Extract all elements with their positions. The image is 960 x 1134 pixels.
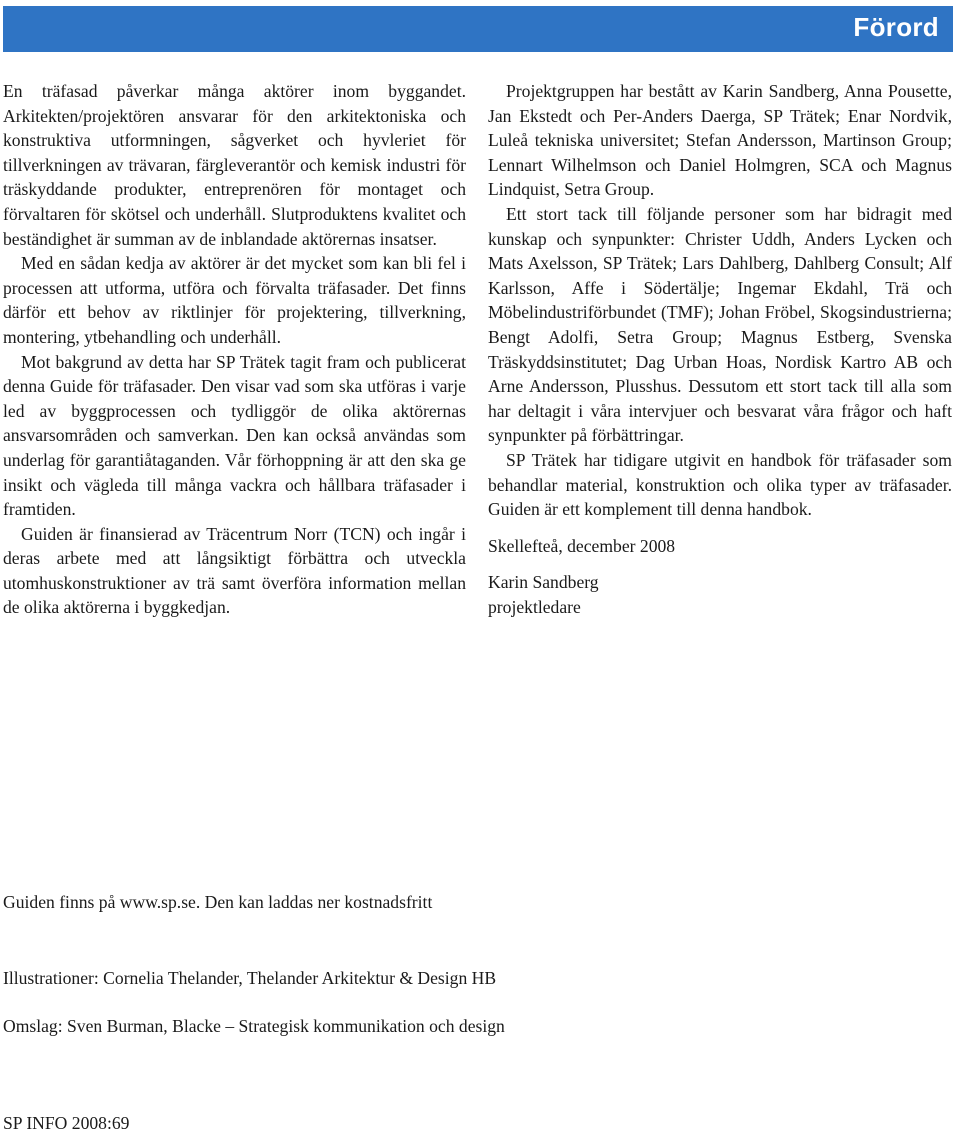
right-column [488,79,952,619]
paragraph-handbook: SP Trätek har tidigare utgivit en handbok för träfasader som behandlar material, konstruktion och olika typer av träfasader. Guiden är ett komplement till denna handbok. [488,449,952,520]
paragraph-problem: Med en sådan kedja av aktörer är det mycket som kan bli fel i processen att utforma, utföra och förvalta träfasader. Det finns därför ett behov av riktlinjer för projektering, tillverkning, montering, ytbehandling och underhåll. [3,253,466,347]
paragraph-acknowledgements: Ett stort tack till följande personer som har bidragit med kunskap och synpunkter: Christer Uddh, Anders Lycken och Mats Axelsson, SP Trätek; Lars Dahlberg, Dahlberg Consult; Alf Karlsson, Affe i Södertälje; Ingemar Ekdahl, Trä och Möbelindustriförbundet (TMF); Johan Fröbel, Skogsindustrierna; Bengt Adolfi, Setra Group; Magnus Estberg, Svenska Träskyddsinstitutet; Dag Urban Hoas, Nordisk Kartro AB och Arne Andersson, Plusshus. Dessutom ett stort tack till alla som har deltagit i våra intervjuer och besvarat våra frågor och haft synpunkter på förbättringar. [488,203,952,446]
paragraph-project-group: Projektgruppen har bestått av Karin Sandberg, Anna Pousette, Jan Ekstedt och Per-Anders Daerga, SP Trätek; Enar Nordvik, Luleå tekniska universitet; Stefan Andersson, Martinson Group; Lennart Wilhelmson och Daniel Holmgren, SCA och Magnus Lindquist, Setra Group. [488,81,952,200]
signature-name: Karin Sandberg [488,572,599,593]
publication-id: SP INFO 2008:69 [3,1113,130,1133]
download-note: Guiden finns på www.sp.se. Den kan laddas ner kostnadsfritt [3,892,433,912]
left-column [3,79,466,620]
paragraph-funding: Guiden är finansierad av Träcentrum Norr (TCN) och ingår i deras arbete med att långsiktigt förbättra och utveckla utomhuskonstruktioner av trä samt överföra information mellan de olika aktörerna i byggkedjan. [3,523,466,618]
signature-title: projektledare [488,596,581,617]
cover-credit: Omslag: Sven Burman, Blacke – Strategisk kommunikation och design [3,1016,505,1036]
place-date: Skellefteå, december 2008 [488,535,676,556]
page-title: Förord [853,12,939,42]
paragraph-purpose: Mot bakgrund av detta har SP Trätek tagit fram och publicerat denna Guide för träfasader. Den visar vad som ska utföras i varje led av byggprocessen och tydliggör de olika aktörernas ansvarsområden och samverkan. Den kan också användas som underlag för garantiåtaganden. Vår förhoppning är att den ska ge insikt och vägleda till många vackra och hållbara träfasader i framtiden. [3,351,466,520]
paragraph-intro: En träfasad påverkar många aktörer inom byggandet. Arkitekten/projektören ansvarar för den arkitektoniska och konstruktiva utformningen, sågverket och hyvleriet för tillverkningen av trävaran, färgleverantör och kemisk industri för träskyddande produkter, entreprenören för montaget och förvaltaren för skötsel och underhåll. Slutproduktens kvalitet och beständighet är summan av de inblandade aktörernas insatser. [3,81,466,249]
illustrations-credit: Illustrationer: Cornelia Thelander, Thelander Arkitektur & Design HB [3,968,497,988]
header-bar [3,6,953,52]
